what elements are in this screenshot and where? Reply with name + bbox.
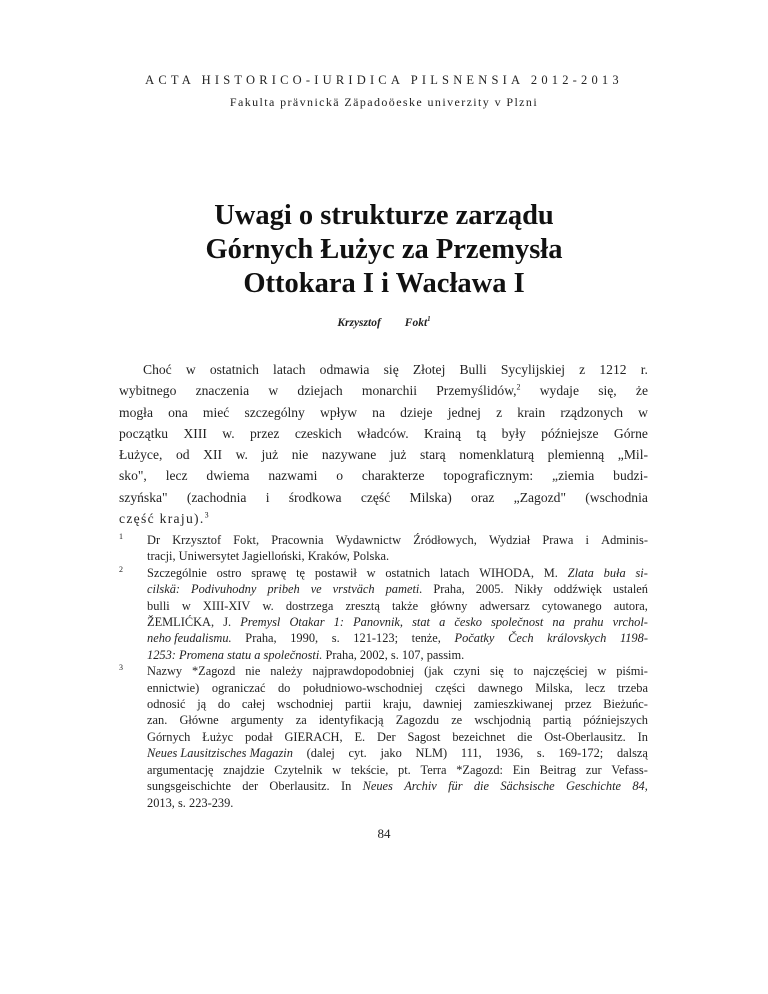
word: podał xyxy=(245,729,273,744)
word: Górne xyxy=(613,425,648,441)
word: adwersarz xyxy=(479,598,530,613)
word: *Zagozd xyxy=(191,664,236,679)
word: Łużyce, xyxy=(119,447,163,463)
word: Ost-Oberlausitz. xyxy=(544,729,626,744)
word: prahu xyxy=(573,615,604,630)
word: ŽEMLIĆKA, xyxy=(147,615,215,630)
word: cilskä: xyxy=(147,582,181,597)
word: Ein xyxy=(512,762,530,777)
word: 1: xyxy=(333,615,344,630)
text-line xyxy=(147,614,648,630)
footnote-number: 3 xyxy=(119,663,123,673)
word: Źródłowych, xyxy=(413,533,477,547)
word: do xyxy=(277,680,291,695)
word: nie xyxy=(245,664,261,679)
word: pameti. xyxy=(385,582,423,597)
word: za xyxy=(295,713,307,728)
word: dalszą xyxy=(616,746,648,761)
word: XIII-XIV xyxy=(202,598,251,613)
word: piśmi- xyxy=(616,664,648,679)
word: mogła xyxy=(119,404,153,420)
word: ostatnich xyxy=(209,362,259,377)
word: Praha, xyxy=(245,631,277,646)
word: ustaleń xyxy=(612,582,648,597)
word: Zlata xyxy=(567,565,594,580)
word: Milska, xyxy=(535,680,573,695)
word: die xyxy=(517,729,533,744)
word: całej xyxy=(241,697,266,712)
word: oddźwięk xyxy=(553,582,602,597)
author-last-name: Fokt xyxy=(404,316,428,329)
footnote-3 xyxy=(119,663,648,811)
text-line xyxy=(119,380,648,401)
word: J. xyxy=(223,615,232,630)
word: budzi- xyxy=(613,468,648,484)
word: już xyxy=(389,447,407,463)
word: Prawa xyxy=(542,533,574,547)
word: Sagost xyxy=(407,729,441,744)
word: pt. xyxy=(398,762,411,777)
word: vrchol- xyxy=(612,615,648,630)
word: Beitrag xyxy=(539,762,577,777)
word: to xyxy=(513,664,524,679)
word: Archiv xyxy=(404,779,437,794)
word: znaczenia xyxy=(195,383,250,399)
title-line: Uwagi o strukturze zarządu xyxy=(214,200,554,231)
word: wpływ xyxy=(320,404,358,420)
word: należy xyxy=(270,664,303,679)
word: do xyxy=(217,697,231,712)
word: neho feudalismu. xyxy=(147,631,232,646)
word: 2005. xyxy=(475,582,504,597)
word: latach xyxy=(273,362,306,377)
word: przez xyxy=(250,425,280,441)
text-line xyxy=(147,729,648,745)
word: „ziemia xyxy=(552,468,595,484)
word: die xyxy=(473,779,489,794)
word: ve xyxy=(310,582,322,597)
text-line xyxy=(119,508,648,529)
word: na xyxy=(372,404,385,420)
word: w xyxy=(597,664,607,679)
word: Sycylijskiej xyxy=(500,362,566,377)
word: ostatnich xyxy=(385,565,431,580)
word: mieć xyxy=(202,404,230,420)
word: ona xyxy=(168,404,188,420)
word: sprawę xyxy=(251,565,287,580)
word: s. xyxy=(536,746,545,761)
word: czeskich xyxy=(294,425,342,441)
text-line xyxy=(119,423,648,444)
text-line xyxy=(147,532,648,548)
word: Der xyxy=(377,729,396,744)
word: 1990, xyxy=(290,631,319,646)
footnotes xyxy=(119,532,648,811)
word: královskych xyxy=(547,631,607,646)
word: i xyxy=(585,533,589,547)
word: Szczególnie xyxy=(147,565,207,580)
word: w xyxy=(181,598,191,613)
word: cyt. xyxy=(348,746,367,761)
footnote-ref: 2 xyxy=(516,382,521,392)
word: tą xyxy=(476,425,487,441)
footnote-2 xyxy=(119,565,648,663)
word: czyni xyxy=(453,664,481,679)
text-fragment: 2013, s. 223-239. xyxy=(147,795,234,810)
word: Čech xyxy=(508,631,534,646)
word: Przemyślidów,$^2$ xyxy=(436,382,521,399)
word: od xyxy=(175,447,190,463)
word: zur xyxy=(585,762,602,777)
word: charakterze xyxy=(361,468,425,484)
faculty-name: Fakulta prävnickä Zäpadoöeske univerzity v Plzni xyxy=(229,95,539,109)
word: Choć xyxy=(143,362,172,377)
word: zamieszkiwanej xyxy=(473,697,554,712)
footnote-ref: 1 xyxy=(427,315,431,323)
word: česko xyxy=(454,615,482,630)
word: 121-123; xyxy=(353,631,399,646)
word: Milska) xyxy=(409,489,452,505)
word: w xyxy=(185,362,196,377)
word: w. xyxy=(262,598,274,613)
word: się, xyxy=(598,383,617,399)
word: autora, xyxy=(613,598,648,613)
word: In xyxy=(637,729,648,744)
footnote-number: 1 xyxy=(119,532,123,541)
word: Podivuhodny xyxy=(191,582,257,597)
word: także xyxy=(391,598,419,613)
word: dawnego xyxy=(477,680,523,695)
word: były xyxy=(501,425,526,441)
word: jako xyxy=(380,746,402,761)
word: władców. xyxy=(357,425,409,441)
word: XIII xyxy=(183,425,207,441)
word: starą xyxy=(420,447,446,463)
word: Łużyc xyxy=(202,729,234,744)
word: buła xyxy=(603,565,626,580)
word: Pracownia xyxy=(271,533,324,547)
word: Terra xyxy=(420,762,447,777)
text-line xyxy=(147,795,648,811)
word: 1936, xyxy=(495,746,524,761)
word: monarchii xyxy=(361,383,418,399)
word: topograficznym: xyxy=(443,468,534,484)
word: identyfikacją xyxy=(318,713,384,728)
text-line xyxy=(147,745,648,761)
word: południowo-wschodniej xyxy=(302,680,423,695)
word: sko", xyxy=(119,468,147,484)
text-line xyxy=(147,778,648,794)
word: zan. xyxy=(147,713,168,728)
word: w xyxy=(638,404,648,420)
text-line xyxy=(119,444,648,465)
word: Zagozdu xyxy=(395,713,440,728)
word: nazwami xyxy=(268,468,318,484)
footnote-number: 2 xyxy=(119,564,123,574)
word: jednej xyxy=(447,404,481,420)
word: Otakar xyxy=(289,615,325,630)
word: tenże, xyxy=(411,631,441,646)
word: ograniczać xyxy=(211,680,266,695)
text-line xyxy=(119,487,648,508)
word: przez xyxy=(564,697,592,712)
word: (jak xyxy=(424,664,444,679)
text-line xyxy=(147,680,648,696)
word: Sächsische xyxy=(500,779,555,794)
word: się xyxy=(490,664,504,679)
word: późniejszych xyxy=(583,713,648,728)
word: Panovnik, xyxy=(353,615,403,630)
word: Krainą xyxy=(424,425,461,441)
word: Krzysztof xyxy=(172,533,222,547)
word: ostro xyxy=(216,565,242,580)
word: Nazwy xyxy=(147,664,183,679)
word: kraju, xyxy=(382,697,412,712)
word: odmawia xyxy=(319,362,370,377)
word: trzeba xyxy=(617,680,648,695)
word: zresztą xyxy=(345,598,380,613)
word: Nikły xyxy=(514,582,543,597)
word: i xyxy=(265,489,270,505)
word: für xyxy=(448,779,463,794)
word: najprawdopodobniej xyxy=(312,664,415,679)
word: argumenty xyxy=(230,713,284,728)
word: w. xyxy=(235,447,248,463)
word: vrstväch xyxy=(332,582,375,597)
word: Premysl xyxy=(240,615,281,630)
word: společnost xyxy=(491,615,544,630)
word: z xyxy=(496,404,503,420)
word: krain xyxy=(517,404,546,420)
text-line xyxy=(147,696,648,712)
word: Oberlausitz. xyxy=(269,779,330,794)
word: z xyxy=(579,362,586,377)
word: NLM) xyxy=(415,746,448,761)
word: bezeichnet xyxy=(452,729,506,744)
text-fragment: tracji, Uniwersytet Jagielloński, Kraków, Polska. xyxy=(147,549,390,564)
word: szczególny xyxy=(244,404,305,420)
word: „Mil- xyxy=(617,447,648,463)
word: nie xyxy=(291,447,309,463)
word: Neues xyxy=(362,779,393,794)
word: Fokt, xyxy=(233,533,260,547)
word: o xyxy=(336,468,344,484)
word: GIERACH, xyxy=(284,729,343,744)
word: partią xyxy=(542,713,572,728)
word: In xyxy=(340,779,352,794)
word: dawniej xyxy=(423,697,463,712)
word: Główne xyxy=(179,713,219,728)
text-fragment: Praha, 2002, s. 107, passim. xyxy=(325,647,465,662)
text-fragment: część kraju). xyxy=(119,511,205,527)
word: latach xyxy=(439,565,470,580)
word: tekście, xyxy=(350,762,389,777)
footnote-ref: 3 xyxy=(204,510,210,520)
word: w xyxy=(366,565,376,580)
text-line xyxy=(147,630,648,646)
word: (dalej xyxy=(306,746,335,761)
word: środkowa xyxy=(288,489,342,505)
word: si- xyxy=(635,565,648,580)
text-line xyxy=(147,712,648,728)
text-line xyxy=(119,402,648,423)
word: w. xyxy=(222,425,235,441)
word: WIHODA, xyxy=(479,565,534,580)
word: dzieje xyxy=(400,404,433,420)
footnote-1 xyxy=(119,532,648,565)
word: ją xyxy=(197,697,207,712)
word: Praha, xyxy=(433,582,465,597)
word: lecz xyxy=(165,468,188,484)
author-name xyxy=(0,315,768,329)
word: rządzonych xyxy=(560,404,624,420)
word: bulli xyxy=(147,598,170,613)
word: Bieżuńc- xyxy=(603,697,648,712)
text-line xyxy=(147,565,648,581)
word: w xyxy=(332,762,342,777)
word: części xyxy=(435,680,466,695)
word: Geschichte xyxy=(566,779,622,794)
word: der xyxy=(242,779,259,794)
word: plemienną xyxy=(547,447,605,463)
author-first-name: Krzysztof xyxy=(337,316,381,329)
word: w xyxy=(268,383,279,399)
text-line xyxy=(147,663,648,679)
word: Czytelnik xyxy=(274,762,323,777)
word: Górnych xyxy=(147,729,191,744)
text-line xyxy=(147,762,648,778)
page-number: 84 xyxy=(377,826,391,841)
text-line xyxy=(147,598,648,614)
word: się xyxy=(383,362,399,377)
word: sungsgeischichte xyxy=(147,779,231,794)
word: wschodniej xyxy=(276,697,334,712)
word: stat xyxy=(412,615,430,630)
word: 1198- xyxy=(619,631,648,646)
word: wschjodnią xyxy=(474,713,531,728)
word: Wydawnictw xyxy=(335,533,402,547)
word: Dr xyxy=(147,533,161,547)
word: ze xyxy=(451,713,463,728)
title-line: Górnych Łużyc za Przemysła xyxy=(205,234,563,265)
word: dziejach xyxy=(297,383,343,399)
word: że xyxy=(635,383,648,399)
word: Wydział xyxy=(489,533,531,547)
word: pribeh xyxy=(267,582,300,597)
word: Vefass- xyxy=(611,762,648,777)
word: dwiema xyxy=(206,468,250,484)
text-line xyxy=(119,465,648,486)
word: nazywane xyxy=(321,447,377,463)
word: ennictwie) xyxy=(147,680,200,695)
word: „Zagozd" xyxy=(513,489,567,505)
word: już xyxy=(261,447,279,463)
word: Złotej xyxy=(412,362,446,377)
word: (wschodnia xyxy=(585,489,648,505)
word: Adminis- xyxy=(601,533,648,547)
word: r. xyxy=(640,362,648,377)
word: szyńska" xyxy=(119,489,168,505)
word: E. xyxy=(354,729,366,744)
word: wybitnego xyxy=(119,383,177,399)
word: dostrzega xyxy=(285,598,334,613)
word: a xyxy=(439,615,446,630)
word: początku xyxy=(119,425,169,441)
word: M. xyxy=(543,565,558,580)
word: Neues Lausitzisches Magazin xyxy=(147,746,293,761)
word: główny xyxy=(430,598,468,613)
word: 111, xyxy=(460,746,482,761)
text-fragment: 1253: Promena statu a společnosti. xyxy=(147,647,323,662)
text-line xyxy=(147,581,648,597)
text-line xyxy=(147,647,648,663)
text-line xyxy=(147,548,648,564)
text-line xyxy=(119,359,648,380)
word: cytowanego xyxy=(541,598,602,613)
word: partii xyxy=(345,697,372,712)
word: XII xyxy=(203,447,223,463)
article-title xyxy=(0,199,768,301)
word: postawił xyxy=(314,565,357,580)
word: s. xyxy=(331,631,340,646)
word: lecz xyxy=(585,680,606,695)
word: argumentację xyxy=(147,762,214,777)
word: najczęściej xyxy=(533,664,588,679)
word: 1212 xyxy=(599,362,627,377)
word: oraz xyxy=(471,489,495,505)
word: Bulli xyxy=(459,362,487,377)
word: 84, xyxy=(632,779,648,794)
word: *Zagozd: xyxy=(456,762,503,777)
word: część xyxy=(360,489,391,505)
word: późniejsze xyxy=(541,425,599,441)
word: wydaje xyxy=(539,383,579,399)
word: (zachodnia xyxy=(186,489,247,505)
word: nomenklaturą xyxy=(459,447,535,463)
word: odnosić xyxy=(147,697,186,712)
word: znajdzie xyxy=(223,762,265,777)
word: na xyxy=(552,615,565,630)
word: 169-172; xyxy=(558,746,604,761)
body-paragraph xyxy=(119,359,648,529)
word: tę xyxy=(296,565,306,580)
journal-title: ACTA HISTORICO-IURIDICA PILSNENSIA 2012-2013 xyxy=(145,73,623,87)
word: Počatky xyxy=(454,631,495,646)
title-line: Ottokara I i Wacława I xyxy=(243,268,525,299)
